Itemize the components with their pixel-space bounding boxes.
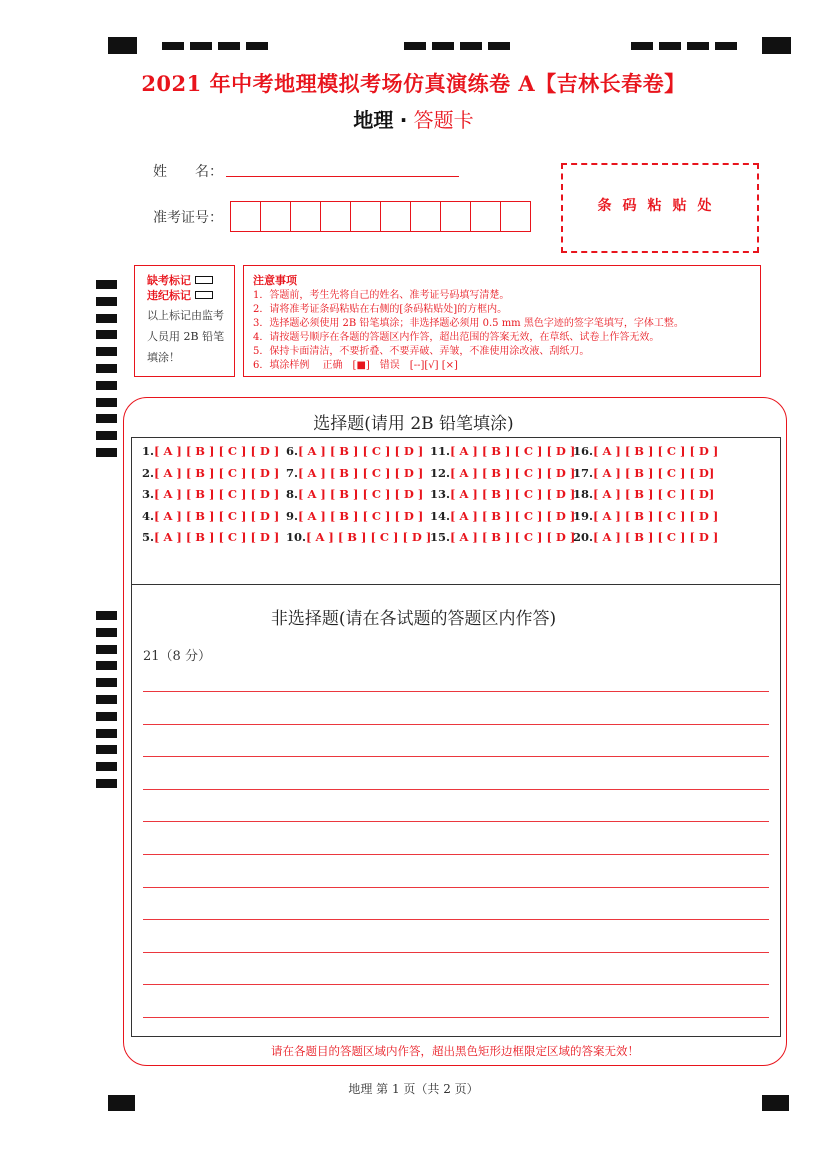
timing-mark bbox=[96, 628, 117, 637]
answer-line[interactable] bbox=[143, 724, 769, 725]
timing-mark bbox=[96, 745, 117, 754]
id-digit-box[interactable] bbox=[260, 201, 291, 232]
answer-line[interactable] bbox=[143, 756, 769, 757]
mc-question[interactable] bbox=[430, 466, 575, 480]
mc-question[interactable] bbox=[142, 466, 279, 480]
mc-question-number: 3. bbox=[142, 487, 155, 501]
mc-options[interactable]: [ A ] [ B ] [ C ] [ D ] bbox=[450, 530, 576, 544]
mc-options[interactable]: [ A ] [ B ] [ C ] [ D ] bbox=[593, 444, 719, 458]
timing-mark bbox=[460, 42, 482, 50]
timing-mark bbox=[96, 661, 117, 670]
name-field[interactable] bbox=[226, 176, 459, 177]
bottom-warning: 请在各题目的答题区域内作答，超出黑色矩形边框限定区域的答案无效！ bbox=[271, 1044, 639, 1058]
mc-question-number: 14. bbox=[430, 508, 451, 523]
notes-item: 2．请将准考证条码粘贴在右侧的[条码粘贴处]的方框内。 bbox=[253, 304, 508, 315]
notes-title: 注意事项 bbox=[253, 274, 297, 287]
mc-options[interactable]: [ A ] [ B ] [ C ] [ D ] bbox=[298, 444, 424, 458]
mc-question[interactable] bbox=[286, 444, 423, 458]
timing-mark bbox=[687, 42, 709, 50]
mc-options[interactable]: [ A ] [ B ] [ C ] [ D ] bbox=[154, 465, 280, 480]
page-footer: 地理 第 1 页（共 2 页） bbox=[348, 1082, 479, 1096]
mc-question[interactable] bbox=[142, 509, 279, 523]
mc-question[interactable] bbox=[142, 487, 279, 501]
timing-mark bbox=[96, 695, 117, 704]
mc-options[interactable]: [ A ] [ B ] [ C ] [ D ] bbox=[154, 530, 280, 544]
mc-question-number: 9. bbox=[286, 508, 299, 523]
mc-options[interactable]: [ A ] [ B ] [ C ] [ D ] bbox=[450, 508, 576, 523]
id-digit-box[interactable] bbox=[350, 201, 381, 232]
answer-area-box bbox=[131, 437, 781, 1037]
answer-line[interactable] bbox=[143, 1017, 769, 1018]
answer-line[interactable] bbox=[143, 854, 769, 855]
timing-mark bbox=[96, 712, 117, 721]
corner-mark-top-left bbox=[108, 37, 137, 54]
barcode-label: 条码粘贴处 bbox=[597, 198, 723, 214]
mc-options[interactable]: [ A ] [ B ] [ C ] [ D ] bbox=[298, 465, 424, 480]
absent-mark-checkbox[interactable] bbox=[195, 276, 213, 284]
id-digit-box[interactable] bbox=[470, 201, 501, 232]
violation-mark-checkbox[interactable] bbox=[195, 291, 213, 299]
mc-question[interactable] bbox=[573, 509, 718, 523]
mc-options[interactable]: [ A ] [ B ] [ C ] [ D] bbox=[593, 465, 715, 480]
corner-mark-bottom-right bbox=[762, 1095, 789, 1111]
mc-question-number: 5. bbox=[142, 530, 155, 544]
absent-mark bbox=[147, 272, 234, 287]
timing-mark bbox=[96, 448, 117, 457]
mc-question-number: 1. bbox=[142, 444, 155, 458]
mc-question-number: 18. bbox=[573, 487, 594, 501]
timing-mark bbox=[96, 330, 117, 339]
subtitle-separator: · bbox=[399, 108, 408, 132]
answer-line[interactable] bbox=[143, 952, 769, 953]
mc-question[interactable] bbox=[430, 487, 575, 501]
id-digit-box[interactable] bbox=[500, 201, 531, 232]
page-title: 2021 年中考地理模拟考场仿真演练卷 A【吉林长春卷】 bbox=[141, 71, 686, 96]
id-digit-box[interactable] bbox=[410, 201, 441, 232]
timing-mark bbox=[96, 678, 117, 687]
timing-mark bbox=[715, 42, 737, 50]
notes-item: 6．填涂样例 正确 [■] 错误 [--][√] [×] bbox=[253, 360, 458, 371]
violation-mark-label: 违纪标记 bbox=[147, 288, 191, 302]
corner-mark-top-right bbox=[762, 37, 791, 54]
timing-mark bbox=[659, 42, 681, 50]
timing-mark bbox=[96, 297, 117, 306]
timing-mark bbox=[96, 381, 117, 390]
id-digit-box[interactable] bbox=[320, 201, 351, 232]
id-number-boxes[interactable] bbox=[231, 201, 531, 232]
absent-mark-label: 缺考标记 bbox=[147, 273, 191, 287]
mc-question[interactable] bbox=[142, 444, 279, 458]
id-digit-box[interactable] bbox=[230, 201, 261, 232]
mc-question[interactable] bbox=[430, 509, 575, 523]
answer-line[interactable] bbox=[143, 984, 769, 985]
mc-options[interactable]: [ A ] [ B ] [ C ] [ D ] bbox=[450, 444, 576, 458]
card-label: 答题卡 bbox=[413, 108, 474, 132]
mc-question-number: 16. bbox=[573, 444, 594, 458]
mc-question-number: 8. bbox=[286, 487, 299, 501]
timing-mark bbox=[96, 280, 117, 289]
notes-item: 1．答题前，考生先将自己的姓名、准考证号码填写清楚。 bbox=[253, 290, 510, 301]
mc-options[interactable]: [ A ] [ B ] [ C ] [ D ] bbox=[154, 444, 280, 458]
mc-question[interactable] bbox=[573, 444, 718, 458]
notes-item: 5．保持卡面清洁，不要折叠、不要弄破、弄皱，不准使用涂改液、刮纸刀。 bbox=[253, 346, 590, 357]
mc-question-number: 19. bbox=[573, 508, 594, 523]
timing-mark bbox=[246, 42, 268, 50]
timing-mark bbox=[631, 42, 653, 50]
mc-question-number: 10. bbox=[286, 530, 307, 544]
timing-mark bbox=[404, 42, 426, 50]
marks-note: 以上标记由监考人员用 2B 铅笔填涂！ bbox=[147, 309, 225, 364]
answer-line[interactable] bbox=[143, 887, 769, 888]
barcode-area bbox=[561, 163, 759, 253]
timing-mark bbox=[96, 779, 117, 788]
timing-mark bbox=[432, 42, 454, 50]
mc-options[interactable]: [ A ] [ B ] [ C ] [ D ] bbox=[298, 487, 424, 501]
mc-section-title: 选择题(请用 2B 铅笔填涂) bbox=[313, 414, 514, 434]
mc-options[interactable]: [ A ] [ B ] [ C ] [ D ] bbox=[450, 487, 576, 501]
timing-mark bbox=[96, 762, 117, 771]
mc-question[interactable] bbox=[286, 509, 423, 523]
mc-question-number: 11. bbox=[430, 444, 451, 458]
mc-question[interactable] bbox=[286, 530, 431, 544]
mc-question-number: 7. bbox=[286, 465, 299, 480]
mc-question[interactable] bbox=[142, 530, 279, 544]
notes-item: 3．选择题必须使用 2B 铅笔填涂；非选择题必须用 0.5 mm 黑色字迹的签字笔填写，字体工整。 bbox=[253, 318, 684, 329]
page-subtitle bbox=[0, 104, 827, 133]
free-response-title: 非选择题(请在各试题的答题区内作答) bbox=[270, 609, 557, 629]
corner-mark-bottom-left bbox=[108, 1095, 135, 1111]
timing-mark bbox=[96, 398, 117, 407]
mc-question[interactable] bbox=[573, 487, 714, 501]
answer-line[interactable] bbox=[143, 919, 769, 920]
mc-options[interactable]: [ A ] [ B ] [ C ] [ D ] bbox=[306, 530, 432, 544]
marks-box bbox=[134, 265, 235, 377]
mc-question-number: 6. bbox=[286, 444, 299, 458]
mc-question[interactable] bbox=[573, 530, 718, 544]
mc-options[interactable]: [ A ] [ B ] [ C ] [ D ] bbox=[450, 465, 576, 480]
question-21-label: 21（8 分） bbox=[143, 649, 211, 664]
mc-question[interactable] bbox=[430, 530, 575, 544]
answer-line[interactable] bbox=[143, 821, 769, 822]
mc-question[interactable] bbox=[573, 466, 714, 480]
timing-mark bbox=[96, 645, 117, 654]
id-digit-box[interactable] bbox=[380, 201, 411, 232]
mc-options[interactable]: [ A ] [ B ] [ C ] [ D ] bbox=[154, 508, 280, 523]
section-divider bbox=[131, 584, 781, 585]
answer-line[interactable] bbox=[143, 789, 769, 790]
subject-label: 地理 bbox=[353, 108, 394, 132]
mc-options[interactable]: [ A ] [ B ] [ C ] [ D ] bbox=[154, 487, 280, 501]
name-label: 姓 名： bbox=[153, 164, 223, 180]
timing-mark bbox=[190, 42, 212, 50]
notes-box bbox=[243, 265, 761, 377]
mc-options[interactable]: [ A ] [ B ] [ C ] [ D] bbox=[593, 487, 715, 501]
timing-mark bbox=[488, 42, 510, 50]
timing-mark bbox=[96, 729, 117, 738]
timing-mark bbox=[96, 347, 117, 356]
mc-question-number: 13. bbox=[430, 487, 451, 501]
mc-question[interactable] bbox=[286, 466, 423, 480]
mc-question-number: 2. bbox=[142, 465, 155, 480]
timing-mark bbox=[96, 314, 117, 323]
mc-question-number: 20. bbox=[573, 530, 594, 544]
answer-line[interactable] bbox=[143, 691, 769, 692]
mc-options[interactable]: [ A ] [ B ] [ C ] [ D ] bbox=[298, 508, 424, 523]
notes-item: 4．请按题号顺序在各题的答题区内作答，超出范围的答案无效，在草纸、试卷上作答无效。 bbox=[253, 332, 660, 343]
mc-question-number: 4. bbox=[142, 508, 155, 523]
mc-question-number: 17. bbox=[573, 465, 594, 480]
mc-options[interactable]: [ A ] [ B ] [ C ] [ D ] bbox=[593, 530, 719, 544]
mc-question[interactable] bbox=[430, 444, 575, 458]
mc-question-number: 15. bbox=[430, 530, 451, 544]
mc-options[interactable]: [ A ] [ B ] [ C ] [ D ] bbox=[593, 508, 719, 523]
violation-mark bbox=[147, 287, 234, 302]
id-digit-box[interactable] bbox=[440, 201, 471, 232]
id-digit-box[interactable] bbox=[290, 201, 321, 232]
timing-mark bbox=[162, 42, 184, 50]
mc-question[interactable] bbox=[286, 487, 423, 501]
timing-mark bbox=[96, 364, 117, 373]
timing-mark bbox=[218, 42, 240, 50]
id-label: 准考证号： bbox=[153, 210, 223, 226]
mc-question-number: 12. bbox=[430, 465, 451, 480]
